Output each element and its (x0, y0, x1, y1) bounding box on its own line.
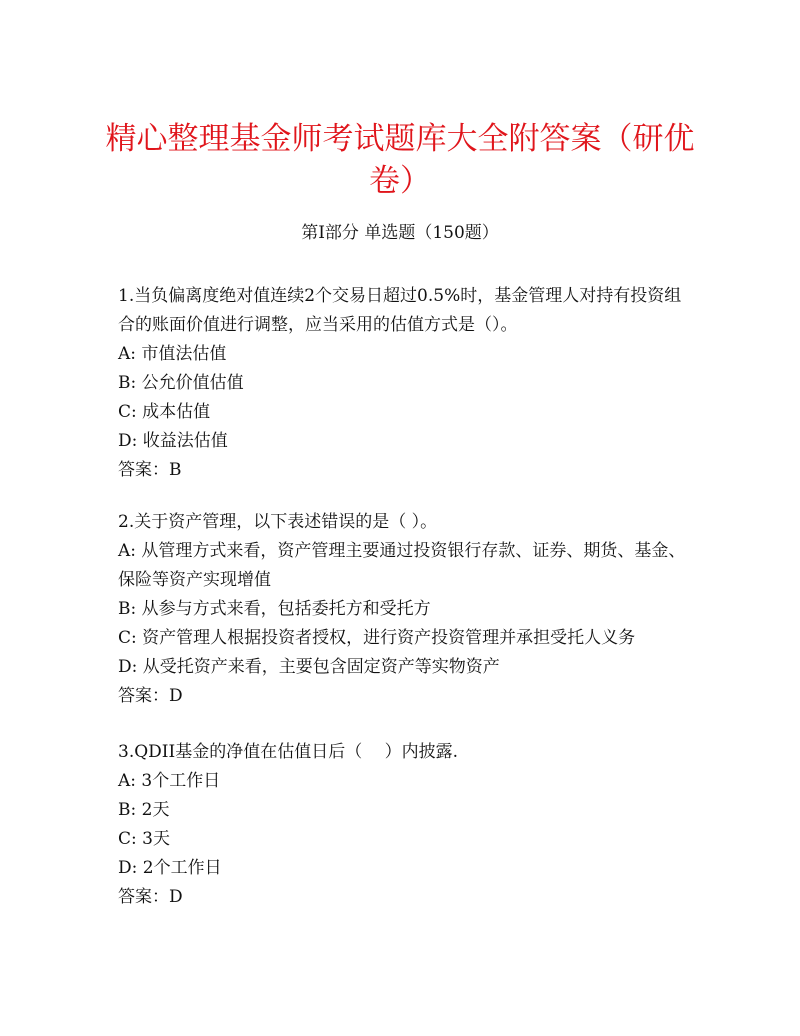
option-b: B: 2天 (118, 800, 170, 820)
question-2 (118, 508, 690, 711)
answer-line: 答案：D (118, 887, 183, 907)
option-a: A: 从管理方式来看，资产管理主要通过投资银行存款、证券、期货、基金、保险等资产实现增值 (118, 541, 686, 590)
question-3 (118, 738, 690, 912)
question-1 (118, 282, 690, 485)
option-c: C: 3天 (118, 829, 170, 849)
answer-line: 答案：B (118, 460, 182, 480)
question-stem: 1.当负偏离度绝对值连续2个交易日超过0.5%时，基金管理人对持有投资组合的账面价值进行调整，应当采用的估值方式是（）。 (118, 286, 682, 335)
option-d: D: 2个工作日 (118, 858, 222, 878)
option-b: B: 从参与方式来看，包括委托方和受托方 (118, 599, 431, 619)
option-d: D: 收益法估值 (118, 431, 228, 451)
option-c: C: 资产管理人根据投资者授权，进行资产投资管理并承担受托人义务 (118, 628, 636, 648)
question-stem: 2.关于资产管理，以下表述错误的是（ ）。 (118, 512, 438, 532)
option-c: C: 成本估值 (118, 402, 211, 422)
option-a: A: 3个工作日 (118, 771, 221, 791)
option-a: A: 市值法估值 (118, 344, 227, 364)
question-stem: 3.QDII基金的净值在估值日后（ ）内披露. (118, 742, 459, 762)
option-b: B: 公允价值估值 (118, 373, 244, 393)
document-title: 精心整理基金师考试题库大全附答案（研优卷） (105, 121, 695, 199)
answer-line: 答案：D (118, 686, 183, 706)
section-heading: 第Ⅰ部分 单选题（150题） (301, 223, 499, 243)
option-d: D: 从受托资产来看，主要包含固定资产等实物资产 (118, 657, 500, 677)
